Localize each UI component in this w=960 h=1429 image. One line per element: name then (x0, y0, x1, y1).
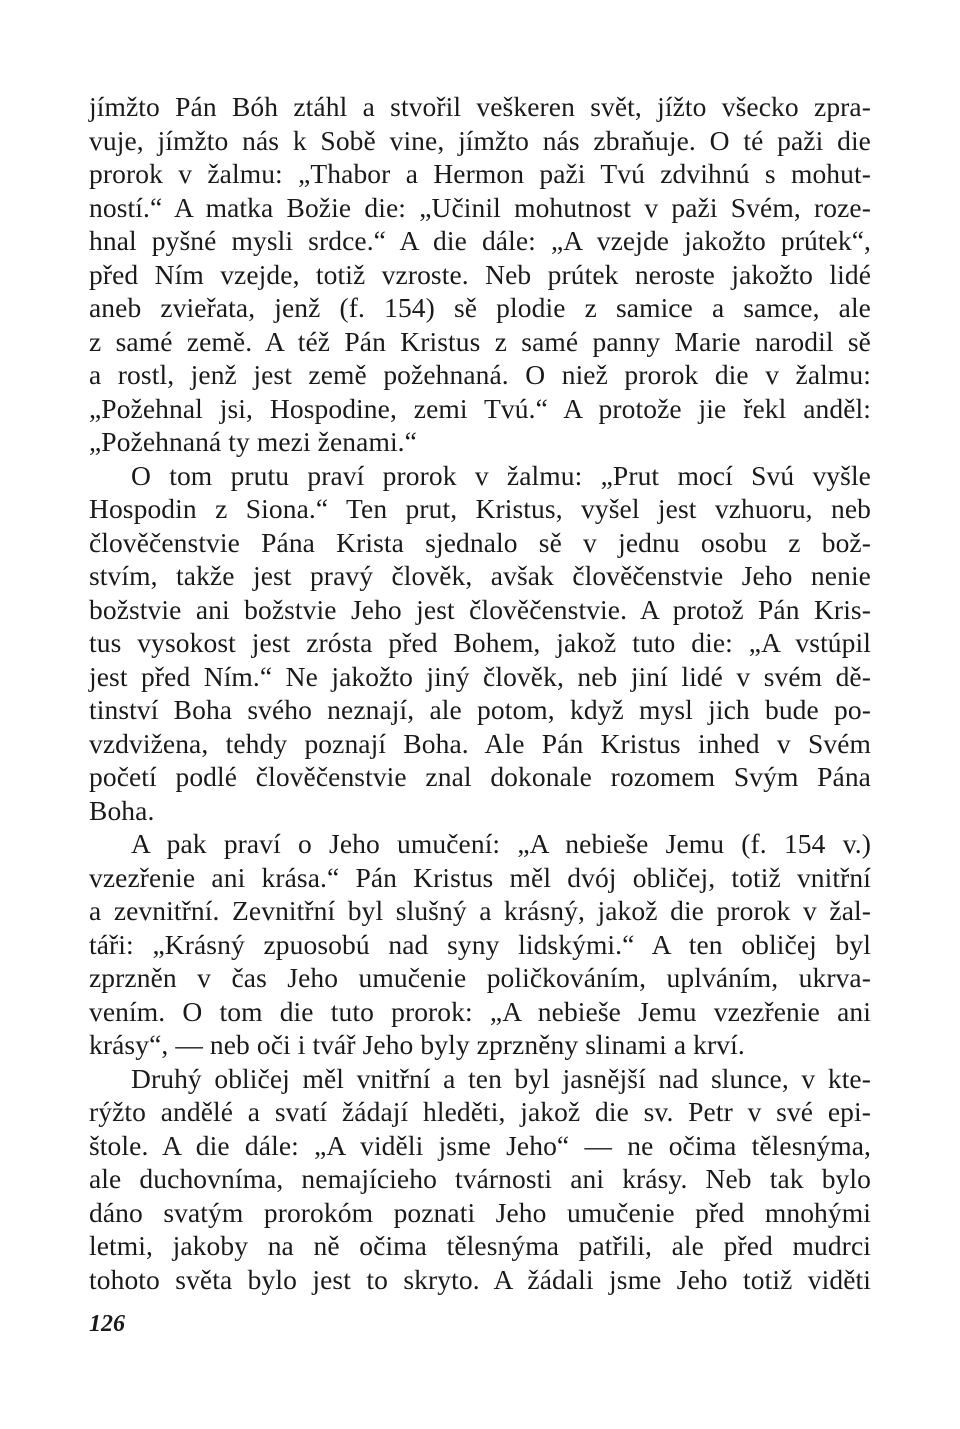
text-line: štole. A die dále: „A viděli jsme Jeho“ — ne očima tělesnýma, (89, 1129, 871, 1161)
paragraph (89, 459, 871, 828)
body-text (89, 90, 871, 1296)
text-line: zprzněn v čas Jeho umučenie poličkováním, uplváním, ukrva- (89, 962, 871, 993)
text-line: prorok v žalmu: „Thabor a Hermon paži Tvú zdvihnú s mohut- (89, 158, 871, 189)
text-line: hnal pyšné mysli srdce.“ A die dále: „A vzejde jakožto prútek“, (89, 225, 871, 256)
text-line: a zevnitřní. Zevnitřní byl slušný a krásný, jakož die prorok v žal- (89, 895, 871, 926)
text-line: před Ním vzejde, totiž vzroste. Neb prútek neroste jakožto lidé (89, 258, 871, 290)
text-line: rýžto andělé a svatí žádají hleděti, jakož die sv. Petr v své epi- (89, 1096, 871, 1127)
text-line: tus vysokost jest zrósta před Bohem, jakož tuto die: „A vstúpil (89, 627, 871, 658)
text-line: „Požehnaná ty mezi ženami.“ (89, 426, 417, 457)
text-line: božstvie ani božstvie Jeho jest člověčenstvie. A protož Pán Kris- (89, 593, 871, 625)
text-line: vzdvižena, tehdy poznají Boha. Ale Pán Kristus inhed v Svém (89, 727, 871, 759)
text-line: Boha. (89, 794, 155, 826)
text-line: jímžto Pán Bóh ztáhl a stvořil veškeren svět, jížto všecko zpra- (89, 91, 871, 122)
text-line: jest před Ním.“ Ne jakožto jiný člověk, neb jiní lidé v svém dě- (89, 660, 871, 692)
text-line: ností.“ A matka Božie die: „Učinil mohutnost v paži Svém, roze- (89, 191, 871, 223)
text-line: vzezřenie ani krása.“ Pán Kristus měl dvój obličej, totiž vnitřní (89, 861, 871, 893)
text-line: a rostl, jenž jest země požehnaná. O niež prorok die v žalmu: (89, 359, 871, 390)
paragraph (89, 827, 871, 1062)
text-line: „Požehnal jsi, Hospodine, zemi Tvú.“ A protože jie řekl anděl: (89, 392, 871, 424)
text-line: Hospodin z Siona.“ Ten prut, Kristus, vyšel jest vzhuoru, neb (89, 493, 871, 524)
paragraph (89, 90, 871, 459)
text-line: vuje, jímžto nás k Sobě vine, jímžto nás zbraňuje. O té paži die (89, 124, 871, 156)
paragraph (89, 1062, 871, 1297)
text-line: tohoto světa bylo jest to skryto. A žádali jsme Jeho totiž viděti (89, 1263, 871, 1295)
text-line: krásy“, — neb oči i tvář Jeho byly zprzněny slinami a krví. (89, 1029, 745, 1060)
text-line: z samé země. A též Pán Kristus z samé panny Marie narodil sě (89, 325, 871, 357)
text-line: vením. O tom die tuto prorok: „A nebieše Jemu vzezřenie ani (89, 995, 871, 1027)
page-number: 126 (89, 1311, 125, 1337)
text-line: táři: „Krásný zpuosobú nad syny lidskými.“ A ten obličej byl (89, 928, 871, 960)
text-line: letmi, jakoby na ně očima tělesnýma patřili, ale před mudrci (89, 1230, 871, 1261)
text-line: A pak praví o Jeho umučení: „A nebieše Jemu (f. 154 v.) (131, 828, 871, 859)
text-line: O tom prutu praví prorok v žalmu: „Prut mocí Svú vyšle (131, 459, 871, 491)
text-line: člověčenstvie Pána Krista sjednalo sě v jednu osobu z bož- (89, 526, 871, 558)
text-line: dáno svatým prorokóm poznati Jeho umučenie před mnohými (89, 1196, 871, 1228)
text-line: tinství Boha svého neznají, ale potom, když mysl jich bude po- (89, 694, 871, 725)
text-line: početí podlé člověčenstvie znal dokonale rozomem Svým Pána (89, 761, 871, 792)
text-line: aneb zvieřata, jenž (f. 154) sě plodie z samice a samce, ale (89, 292, 871, 323)
text-line: Druhý obličej měl vnitřní a ten byl jasnější nad slunce, v kte- (131, 1062, 871, 1094)
text-line: ale duchovníma, nemajícieho tvárnosti ani krásy. Neb tak bylo (89, 1163, 871, 1194)
text-line: stvím, takže jest pravý člověk, avšak člověčenstvie Jeho nenie (89, 560, 871, 591)
